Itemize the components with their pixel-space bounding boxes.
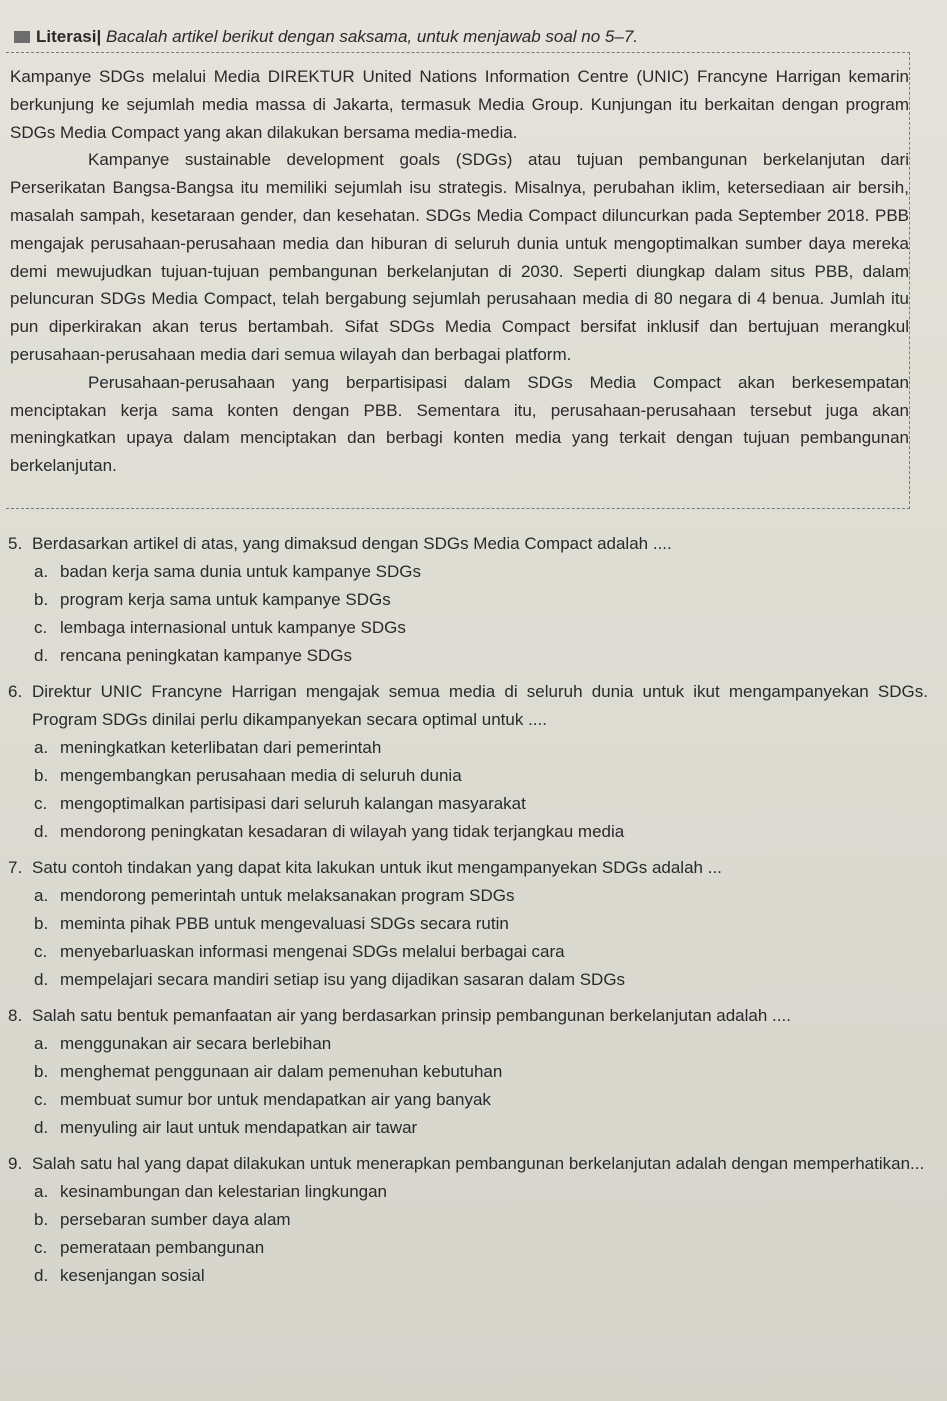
- option-a[interactable]: a. menggunakan air secara berlebihan: [34, 1034, 332, 1053]
- option-c[interactable]: c. mengoptimalkan partisipasi dari seluruh kalangan masyarakat: [34, 794, 526, 813]
- option-d[interactable]: d. mempelajari secara mandiri setiap isu yang dijadikan sasaran dalam SDGs: [34, 970, 626, 989]
- question-9: [8, 1150, 928, 1290]
- option-b[interactable]: b. meminta pihak PBB untuk mengevaluasi SDGs secara rutin: [34, 914, 509, 933]
- article-paragraph-1: Kampanye SDGs melalui Media DIREKTUR United Nations Information Centre (UNIC) Francyne Harrigan kemarin berkunjung ke sejumlah media massa di Jakarta, termasuk Media Group. Kunjungan itu berkaitan dengan program SDGs Media Compact yang akan dilakukan bersama media-media.: [10, 67, 909, 142]
- article-paragraph-3: Perusahaan-perusahaan yang berpartisipasi dalam SDGs Media Compact akan berkesempatan menciptakan kerja sama konten dengan PBB. Sementara itu, perusahaan-perusahaan tersebut juga akan meningkatkan upaya dalam menciptakan dan berbagi konten media yang terkait dengan tujuan pembangunan berkelanjutan.: [10, 372, 909, 476]
- option-c[interactable]: c. pemerataan pembangunan: [34, 1238, 265, 1257]
- question-5: [8, 530, 928, 670]
- article-paragraph-2: Kampanye sustainable development goals (SDGs) atau tujuan pembangunan berkelanjutan dari Perserikatan Bangsa-Bangsa itu memiliki sejumlah isu strategis. Misalnya, perubahan iklim, ketersediaan air bersih, masalah sampah, kesetaraan gender, dan kesehatan. SDGs Media Compact diluncurkan pada September 2018. PBB mengajak perusahaan-perusahaan media dan hiburan di seluruh dunia untuk mengoptimalkan sumber daya mereka demi mewujudkan tujuan-tujuan pembangunan berkelanjutan di 2030. Seperti diungkap dalam situs PBB, dalam peluncuran SDGs Media Compact, telah bergabung sejumlah perusahaan media di 80 negara di 4 benua. Jumlah itu pun diperkirakan akan terus bertambah. Sifat SDGs Media Compact bersifat inklusif dan bertujuan merangkul perusahaan-perusahaan media dari semua wilayah dan berbagai platform.: [10, 150, 909, 364]
- option-c[interactable]: c. membuat sumur bor untuk mendapatkan air yang banyak: [34, 1090, 491, 1109]
- question-text: Berdasarkan artikel di atas, yang dimaksud dengan SDGs Media Compact adalah ....: [32, 534, 672, 553]
- option-b[interactable]: b. program kerja sama untuk kampanye SDGs: [34, 590, 391, 609]
- option-a[interactable]: a. kesinambungan dan kelestarian lingkungan: [34, 1182, 388, 1201]
- question-list: [8, 530, 928, 1290]
- option-d[interactable]: d. rencana peningkatan kampanye SDGs: [34, 646, 353, 665]
- question-text: Salah satu hal yang dapat dilakukan untuk menerapkan pembangunan berkelanjutan adalah dengan memperhatikan...: [32, 1154, 925, 1173]
- question-number: 8.: [8, 1006, 23, 1025]
- question-text: Salah satu bentuk pemanfaatan air yang berdasarkan prinsip pembangunan berkelanjutan adalah ....: [32, 1006, 791, 1025]
- option-d[interactable]: d. menyuling air laut untuk mendapatkan air tawar: [34, 1118, 418, 1137]
- option-a[interactable]: a. badan kerja sama dunia untuk kampanye SDGs: [34, 562, 421, 581]
- option-c[interactable]: c. menyebarluaskan informasi mengenai SDGs melalui berbagai cara: [34, 942, 565, 961]
- article-box: [6, 52, 910, 509]
- section-header: [14, 26, 934, 48]
- option-d[interactable]: d. kesenjangan sosial: [34, 1266, 205, 1285]
- question-number: 5.: [8, 534, 23, 553]
- section-label: Literasi|: [36, 27, 102, 46]
- question-number: 7.: [8, 858, 23, 877]
- option-b[interactable]: b. persebaran sumber daya alam: [34, 1210, 291, 1229]
- question-8: [8, 1002, 928, 1142]
- option-b[interactable]: b. mengembangkan perusahaan media di seluruh dunia: [34, 766, 462, 785]
- question-text: Satu contoh tindakan yang dapat kita lakukan untuk ikut mengampanyekan SDGs adalah ...: [32, 858, 722, 877]
- question-6: [8, 678, 928, 846]
- question-number: 9.: [8, 1154, 23, 1173]
- question-text: Direktur UNIC Francyne Harrigan mengajak semua media di seluruh dunia untuk ikut mengampanyekan SDGs. Program SDGs dinilai perlu dikampanyekan secara optimal untuk ....: [32, 682, 928, 729]
- option-b[interactable]: b. menghemat penggunaan air dalam pemenuhan kebutuhan: [34, 1062, 503, 1081]
- option-c[interactable]: c. lembaga internasional untuk kampanye SDGs: [34, 618, 406, 637]
- option-d[interactable]: d. mendorong peningkatan kesadaran di wilayah yang tidak terjangkau media: [34, 822, 625, 841]
- option-a[interactable]: a. mendorong pemerintah untuk melaksanakan program SDGs: [34, 886, 515, 905]
- book-icon: [14, 31, 30, 43]
- question-number: 6.: [8, 682, 23, 701]
- option-a[interactable]: a. meningkatkan keterlibatan dari pemerintah: [34, 738, 382, 757]
- section-instruction: Bacalah artikel berikut dengan saksama, untuk menjawab soal no 5–7.: [105, 27, 639, 46]
- question-7: [8, 854, 928, 994]
